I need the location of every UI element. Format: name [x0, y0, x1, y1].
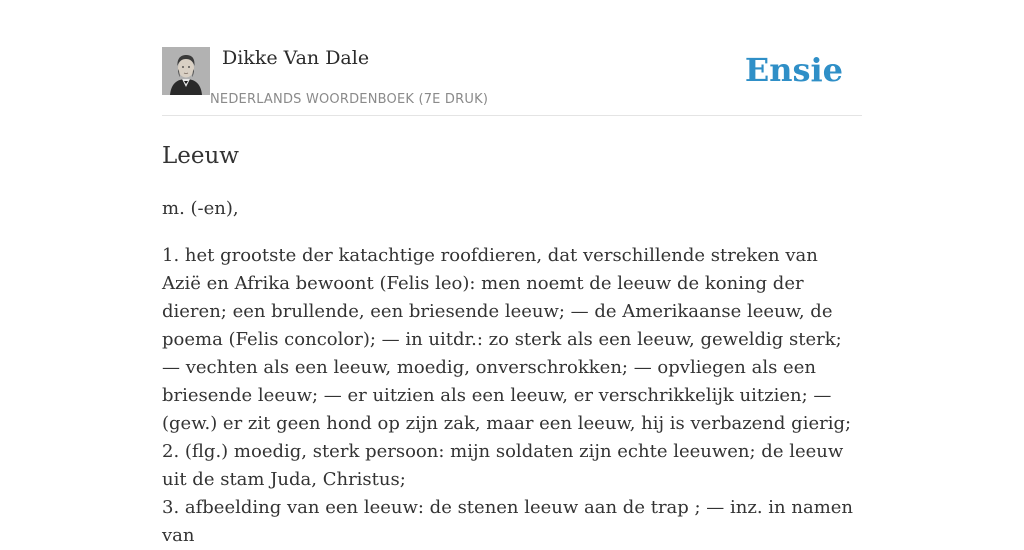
grammar-note: m. (-en), [162, 198, 239, 219]
definition-sense-3: 3. afbeelding van een leeuw: de stenen leeuw aan de trap ; — inz. in namen van [162, 497, 854, 546]
definition-sense-2: 2. (flg.) moedig, sterk persoon: mijn soldaten zijn echte leeuwen; de leeuw uit de stam Juda, Christus; [162, 441, 844, 490]
entry-body [162, 195, 862, 550]
source-title[interactable]: Dikke Van Dale [222, 47, 370, 69]
portrait-icon [162, 47, 210, 95]
definition-sense-1: 1. het grootste der katachtige roofdieren, dat verschillende streken van Azië en Afrika bewoont (Felis leo): men noemt de leeuw de koning der dieren; een brullende, een briesende leeuw; — de Amerikaanse leeuw, de poema (Felis concolor); — in uitdr.: zo sterk als een leeuw, geweldig sterk; — vechten als een leeuw, moedig, onverschrokken; — opvliegen als een briesende leeuw; — er uitzien als een leeuw, er verschrikkelijk uitzien; — (gew.) er zit geen hond op zijn zak, maar een leeuw, hij is verbazend gierig; [162, 245, 852, 434]
entry-title: Leeuw [162, 143, 239, 169]
portrait-avatar[interactable] [162, 47, 210, 95]
source-subtitle: NEDERLANDS WOORDENBOEK (7E DRUK) [210, 92, 489, 107]
source-header [162, 45, 862, 116]
brand-logo-link[interactable]: Ensie [744, 51, 843, 89]
page [162, 0, 862, 550]
